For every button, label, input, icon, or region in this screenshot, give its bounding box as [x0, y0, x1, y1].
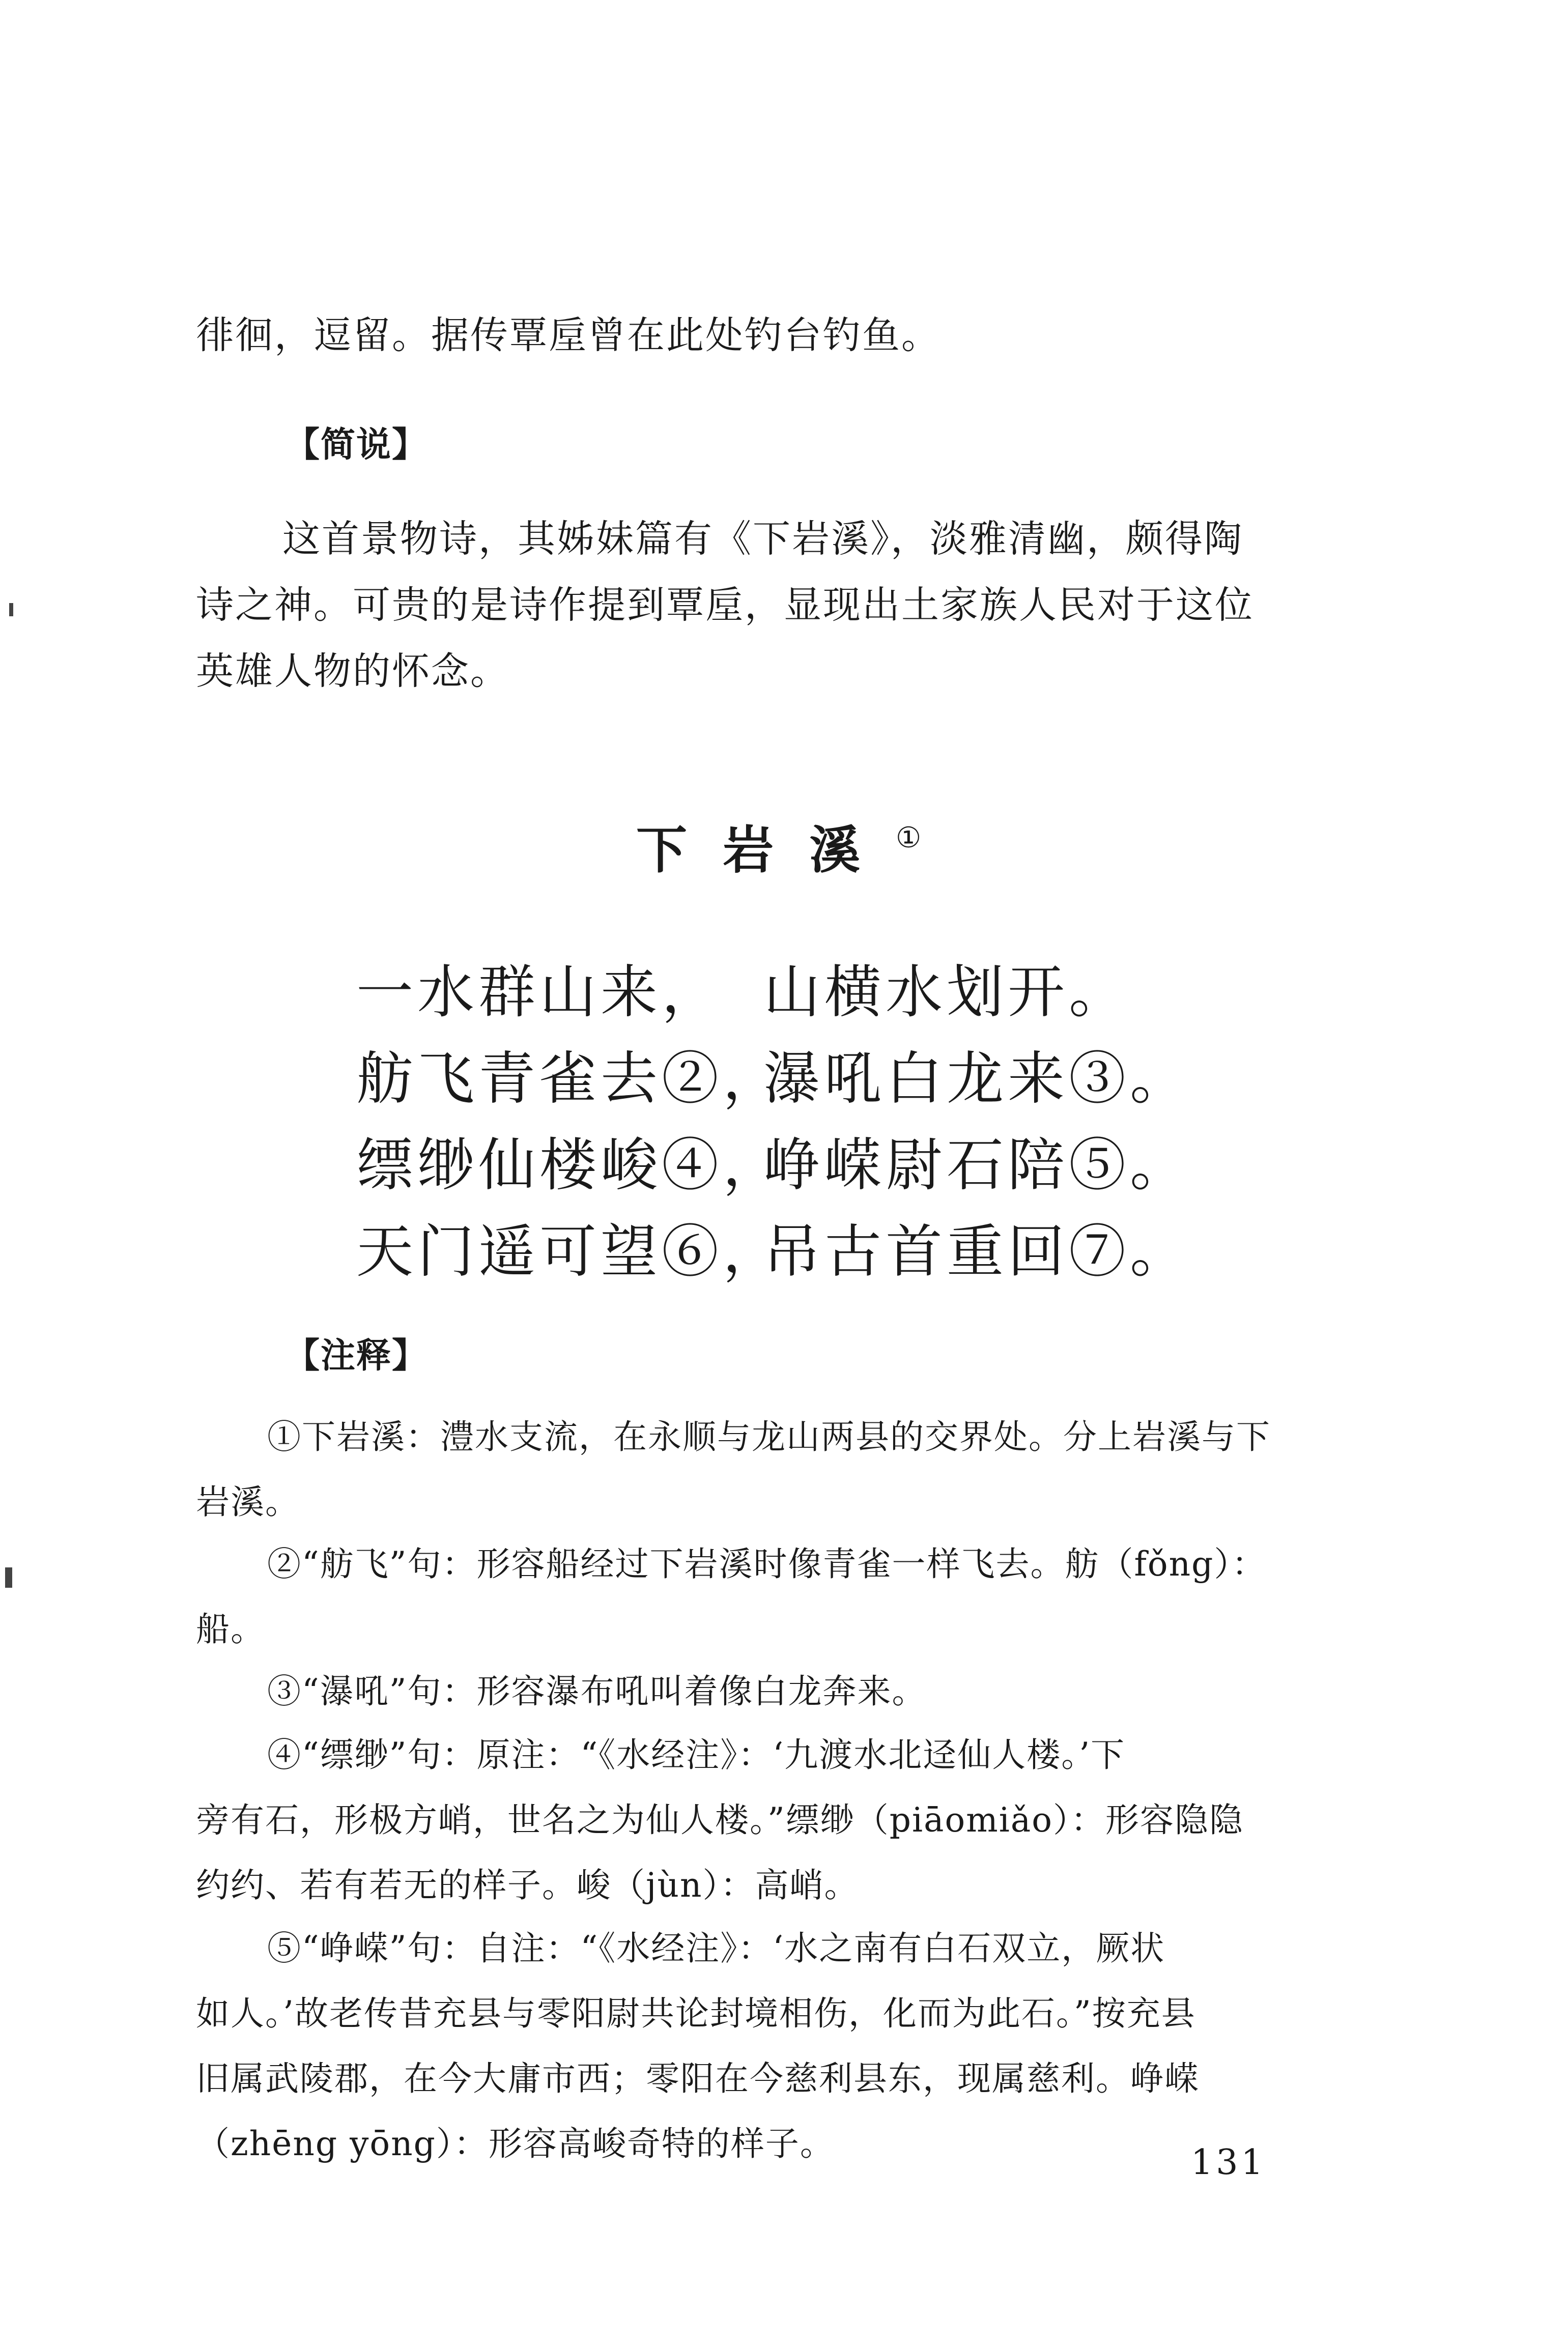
top-paragraph: 徘徊，逗留。据传覃垕曾在此处钓台钓鱼。: [196, 313, 940, 357]
jianshuo-line-1: 这首景物诗，其姊妹篇有《下岩溪》，淡雅清幽，颇得陶: [282, 517, 1243, 561]
poem-line-3: [356, 1120, 1191, 1202]
note-1-line-2: 岩溪。: [196, 1482, 300, 1522]
poem-line-3-first: 缥缈仙楼峻④，: [356, 1132, 784, 1198]
poem-line-2-second: 瀑吼白龙来③。: [763, 1046, 1191, 1112]
note-2: [196, 1532, 1366, 1662]
poem-line-3-second: 峥嵘尉石陪⑤。: [763, 1132, 1191, 1198]
note-3-line-1: ③“瀑吼”句：形容瀑布吼叫着像白龙奔来。: [267, 1672, 927, 1711]
note-1: [196, 1405, 1366, 1535]
page-number: 131: [1191, 2142, 1266, 2183]
note-4-line-1: ④“缥缈”句：原注：“《水经注》：‘九渡水北迳仙人楼。’下: [267, 1735, 1126, 1775]
note-3: [196, 1659, 1366, 1724]
note-4: [196, 1723, 1366, 1918]
jianshuo-line-2: 诗之神。可贵的是诗作提到覃垕，显现出土家族人民对于这位: [196, 583, 1254, 627]
scan-speck: [5, 1567, 12, 1588]
poem-line-4: [356, 1206, 1191, 1288]
poem-title: [636, 809, 921, 882]
poem-title-text: 下岩溪: [636, 820, 896, 880]
poem-line-4-second: 吊古首重回⑦。: [763, 1219, 1191, 1285]
scan-speck: [9, 603, 13, 616]
note-4-line-3: 约约、若有若无的样子。峻（jùn）：高峭。: [196, 1866, 859, 1905]
zhushi-heading: 【注释】: [285, 1336, 428, 1376]
note-5-line-3: 旧属武陵郡，在今大庸市西；零阳在今慈利县东，现属慈利。峥嵘: [196, 2059, 1200, 2098]
note-5-line-2: 如人。’故老传昔充县与零阳尉共论封境相伤，化而为此石。”按充县: [196, 1994, 1196, 2033]
poem-line-2-first: 舫飞青雀去②，: [356, 1046, 784, 1112]
note-5-line-4: （zhēng yōng）：形容高峻奇特的样子。: [196, 2124, 835, 2163]
jianshuo-line-3: 英雄人物的怀念。: [196, 649, 509, 693]
poem-line-4-first: 天门遥可望⑥，: [356, 1219, 784, 1285]
note-1-line-1: ①下岩溪：澧水支流，在永顺与龙山两县的交界处。分上岩溪与下: [267, 1417, 1271, 1456]
note-2-line-2: 船。: [196, 1610, 265, 1649]
note-5-line-1: ⑤“峥嵘”句：自注：“《水经注》：‘水之南有白石双立，厥状: [267, 1929, 1165, 1968]
jianshuo-heading: 【简说】: [285, 425, 428, 465]
poem-line-1: [356, 947, 1130, 1028]
poem-line-1-second: 山横水划开。: [763, 959, 1130, 1025]
note-2-line-1: ②“舫飞”句：形容船经过下岩溪时像青雀一样飞去。舫（fǒng）：: [267, 1545, 1267, 1584]
poem-title-note: ①: [896, 821, 922, 854]
note-5: [196, 1916, 1366, 2177]
poem-line-1-first: 一水群山来，: [356, 959, 723, 1025]
poem-line-2: [356, 1033, 1191, 1115]
note-4-line-2: 旁有石，形极方峭，世名之为仙人楼。”缥缈（piāomiǎo）：形容隐隐: [196, 1800, 1244, 1840]
